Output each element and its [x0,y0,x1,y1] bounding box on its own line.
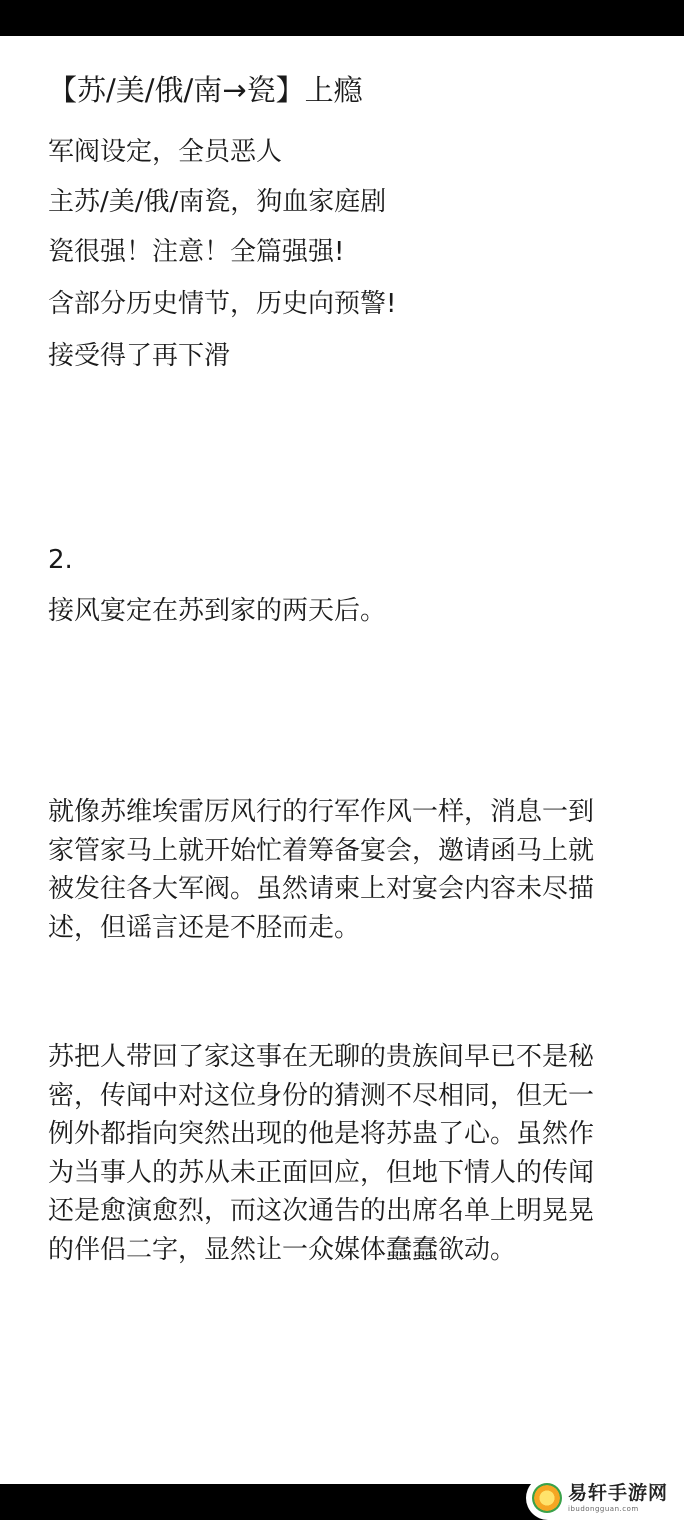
paragraph-line: 苏把人带回了家这事在无聊的贵族间早已不是秘 [48,1042,595,1072]
intro-line: 含部分历史情节，历史向预警! [48,289,397,319]
watermark-name: 易轩手游网 [568,1481,669,1504]
watermark-domain: ibudongguan.com [568,1504,639,1513]
intro-line: 主苏/美/俄/南瓷，狗血家庭剧 [48,187,387,217]
paragraph-line: 家管家马上就开始忙着筹备宴会，邀请函马上就 [48,835,595,866]
chapter-opening: 接风宴定在苏到家的两天后。 [48,596,387,626]
top-status-bar [0,0,684,36]
chapter-number: 2. [48,545,73,575]
paragraph-line: 为当事人的苏从未正面回应，但地下情人的传闻 [48,1157,595,1188]
article-title: 【苏/美/俄/南→瓷】上瘾 [48,73,363,107]
intro-line: 瓷很强！注意！全篇强强! [48,237,345,267]
paragraph-line: 述，但谣言还是不胫而走。 [48,912,361,943]
paragraph-1 [48,793,638,947]
paragraph-line: 例外都指向突然出现的他是将苏蛊了心。虽然作 [48,1119,595,1149]
leaf-circle-logo-icon [532,1483,562,1513]
paragraph-line: 密，传闻中对这位身份的猜测不尽相同，但无一 [48,1080,595,1111]
article-content[interactable] [0,36,684,1484]
paragraph-2 [48,1038,638,1269]
paragraph-line: 的伴侣二字，显然让一众媒体蠢蠢欲动。 [48,1234,517,1265]
paragraph-line: 就像苏维埃雷厉风行的行军作风一样，消息一到 [48,797,595,827]
intro-line: 接受得了再下滑 [48,341,231,371]
intro-line: 军阀设定，全员恶人 [48,137,283,167]
site-watermark [526,1476,684,1520]
paragraph-line: 还是愈演愈烈，而这次通告的出席名单上明晃晃 [48,1196,595,1226]
paragraph-line: 被发往各大军阀。虽然请柬上对宴会内容未尽描 [48,874,595,904]
